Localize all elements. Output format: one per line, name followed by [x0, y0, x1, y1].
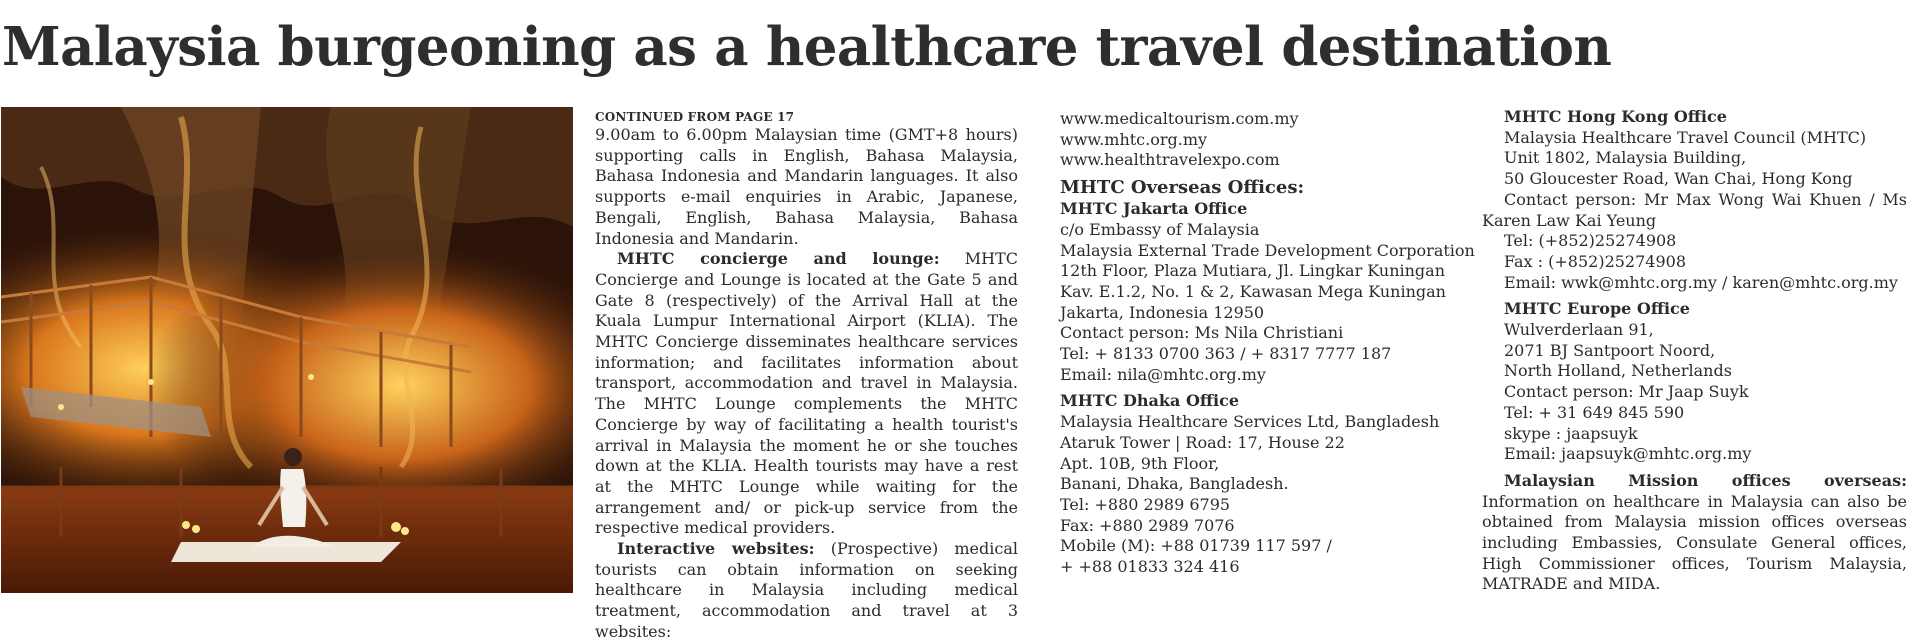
website-link: www.medicaltourism.com.my: [1060, 109, 1299, 128]
jakarta-office-title: MHTC Jakarta Office: [1060, 199, 1248, 219]
jakarta-line: 12th Floor, Plaza Mutiara, Jl. Lingkar Kuningan: [1060, 261, 1446, 281]
cave-yoga-photo: [1, 107, 573, 593]
article-column-3: [1482, 107, 1907, 595]
website-link: www.mhtc.org.my: [1060, 129, 1208, 149]
europe-line: Wulverderlaan 91,: [1504, 320, 1654, 340]
website-link: www.healthtravelexpo.com: [1060, 150, 1280, 170]
concierge-text: MHTC Concierge and Lounge is located at the Gate 5 and Gate 8 (respectively) of the Arrival Hall at the Kuala Lumpur International Airport (KLIA). The MHTC Concierge disseminates healthcare services information; and facilitates information about transport, accommodation and travel in Malaysia. The MHTC Lounge complements the MHTC Concierge by way of facilitating a health tourist's arrival in Malaysia the moment he or she touches down at the KLIA. Health tourists may have a rest at the MHTC Lounge while waiting for the arrangement and/ or pick-up service from the respective medical providers.: [595, 249, 1018, 538]
dhaka-line: Tel: +880 2989 6795: [1060, 494, 1231, 514]
dhaka-line: Malaysia Healthcare Services Ltd, Bangladesh: [1060, 412, 1440, 432]
mission-text: Information on healthcare in Malaysia can also be obtained from Malaysia mission offices overseas including Embassies, Consulate General offices, High Commissioner offices, Tourism Malaysia, MATRADE and MIDA.: [1482, 491, 1907, 594]
hongkong-office-title: MHTC Hong Kong Office: [1504, 107, 1727, 126]
dhaka-line: Apt. 10B, 9th Floor,: [1060, 453, 1220, 473]
europe-line: Email: jaapsuyk@mhtc.org.my: [1504, 444, 1752, 464]
europe-line: Tel: + 31 649 845 590: [1504, 402, 1685, 422]
mission-lead: Malaysian Mission offices overseas:: [1504, 470, 1907, 490]
article-column-2: [1060, 109, 1500, 578]
websites-lead: Interactive websites:: [617, 539, 815, 559]
hongkong-line: Fax : (+852)25274908: [1504, 251, 1687, 271]
hongkong-line: Tel: (+852)25274908: [1504, 231, 1677, 251]
jakarta-line: c/o Embassy of Malaysia: [1060, 219, 1260, 239]
dhaka-line: + +88 01833 324 416: [1060, 557, 1240, 577]
hongkong-line: Unit 1802, Malaysia Building,: [1504, 148, 1747, 168]
websites-text: (Prospective) medical tourists can obtain information on seeking healthcare in Malaysia including medical treatment, accommodation and travel at 3 websites:: [595, 539, 1018, 641]
paragraph-mission-offices: [1482, 471, 1907, 595]
dhaka-line: Fax: +880 2989 7076: [1060, 515, 1235, 535]
hongkong-line: Malaysia Healthcare Travel Council (MHTC): [1504, 127, 1867, 147]
hongkong-contact: Contact person: Mr Max Wong Wai Khuen / Ms Karen Law Kai Yeung: [1482, 189, 1907, 230]
europe-line: Contact person: Mr Jaap Suyk: [1504, 382, 1749, 402]
paragraph-concierge: [595, 249, 1018, 539]
jakarta-line: Email: nila@mhtc.org.my: [1060, 364, 1266, 384]
hongkong-line: 50 Gloucester Road, Wan Chai, Hong Kong: [1504, 169, 1853, 189]
jakarta-line: Malaysia External Trade Development Corporation: [1060, 240, 1475, 260]
dhaka-office-title: MHTC Dhaka Office: [1060, 391, 1240, 411]
europe-line: 2071 BJ Santpoort Noord,: [1504, 340, 1716, 360]
dhaka-line: Ataruk Tower | Road: 17, House 22: [1060, 432, 1345, 452]
jakarta-line: Kav. E.1.2, No. 1 & 2, Kawasan Mega Kuningan: [1060, 281, 1446, 301]
article-column-1: [595, 109, 1018, 643]
paragraph-hotline: 9.00am to 6.00pm Malaysian time (GMT+8 hours) supporting calls in English, Bahasa Malaysia, Bahasa Indonesia and Mandarin languages. It also supports e-mail enquiries in Arabic, Japanese, Bengali, English, Bahasa Malaysia, Bahasa Indonesia and Mandarin.: [595, 125, 1018, 248]
paragraph-websites: [595, 539, 1018, 643]
overseas-offices-heading: MHTC Overseas Offices:: [1060, 177, 1305, 199]
continued-from-label: CONTINUED FROM PAGE 17: [595, 110, 795, 124]
europe-office-title: MHTC Europe Office: [1504, 299, 1690, 319]
jakarta-line: Tel: + 8133 0700 363 / + 8317 7777 187: [1060, 344, 1392, 364]
dhaka-line: Banani, Dhaka, Bangladesh.: [1060, 474, 1289, 494]
headline: Malaysia burgeoning as a healthcare travel destination: [2, 16, 1612, 78]
dhaka-line: Mobile (M): +88 01739 117 597 /: [1060, 536, 1332, 556]
jakarta-line: Jakarta, Indonesia 12950: [1060, 302, 1265, 322]
europe-line: North Holland, Netherlands: [1504, 361, 1732, 381]
concierge-lead: MHTC concierge and lounge:: [617, 249, 940, 269]
europe-line: skype : jaapsuyk: [1504, 423, 1638, 443]
jakarta-line: Contact person: Ms Nila Christiani: [1060, 323, 1344, 343]
hongkong-line: Email: wwk@mhtc.org.my / karen@mhtc.org.my: [1504, 272, 1898, 292]
